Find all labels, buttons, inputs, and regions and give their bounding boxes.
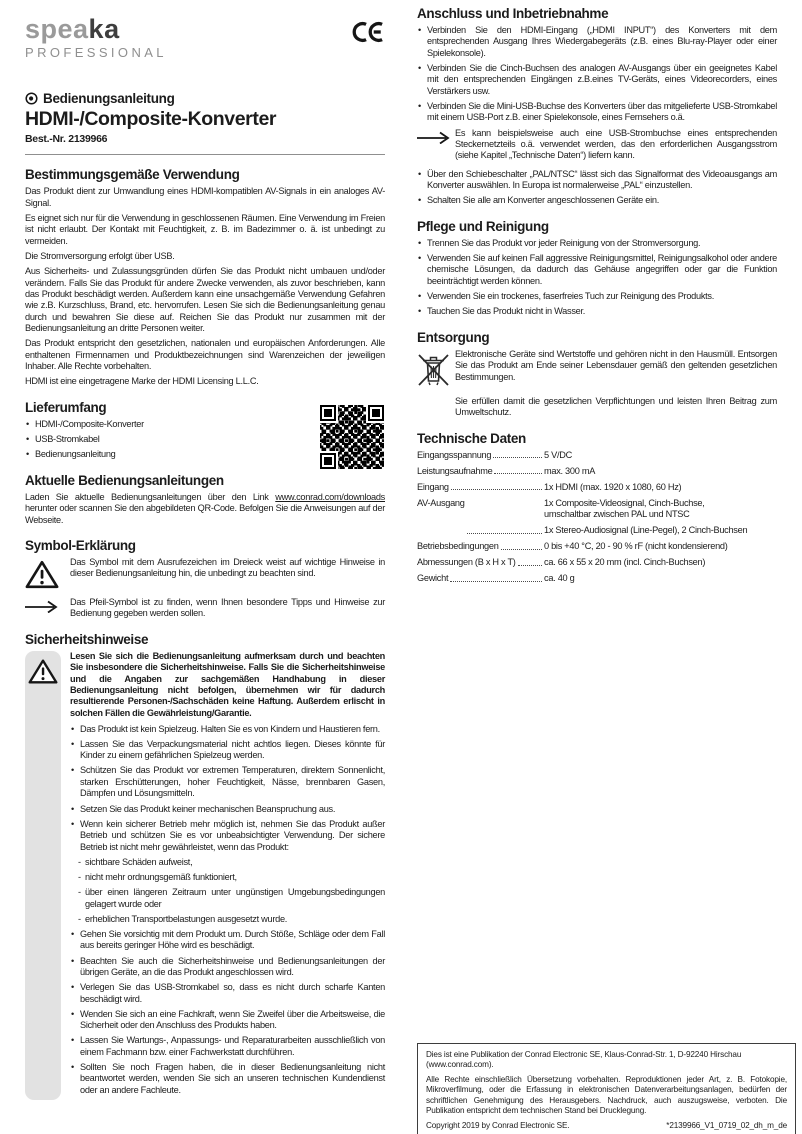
paragraph: Die Stromversorgung erfolgt über USB. — [25, 251, 175, 262]
list-item: • Verwenden Sie ein trockenes, faserfreies Tuch zur Reinigung des Produkts. — [417, 291, 777, 302]
safety-sub-list — [78, 857, 385, 925]
list-item: • Bedienungsanleitung — [25, 449, 385, 460]
connection-list-continued — [417, 169, 777, 207]
section-current-manuals — [25, 473, 385, 526]
section-disposal — [417, 330, 777, 419]
section-connection — [417, 6, 777, 207]
eye-icon — [25, 92, 38, 105]
section-technical-data — [417, 431, 777, 585]
safety-list-continued — [70, 929, 385, 1096]
table-row — [417, 482, 777, 493]
section-heading: Technische Daten — [417, 430, 526, 446]
dotted-leader — [467, 498, 542, 535]
list-item: • USB-Stromkabel — [25, 434, 385, 445]
list-item: - nicht mehr ordnungsgemäß funktioniert, — [78, 872, 385, 883]
paragraph: HDMI ist eine eingetragene Marke der HDMI Licensing L.L.C. — [25, 376, 259, 387]
list-item: • Verbinden Sie die Mini-USB-Buchse des Konverters über das mitgelieferte USB-Stromkabel mit einem USB-Port z.B. einer Spielekonsole, eines Fernsehers o.ä. — [417, 101, 777, 124]
brand-logo — [25, 16, 385, 59]
list-item: • Sollten Sie noch Fragen haben, die in dieser Bedienungsanleitung nicht beantwortet werden, wenden Sie sich an unseren technischen Kundendienst oder an andere Fachleute. — [70, 1062, 385, 1096]
left-column — [25, 0, 385, 1100]
section-heading: Lieferumfang — [25, 399, 107, 415]
table-row — [417, 573, 777, 584]
publication-line: Dies ist eine Publikation der Conrad Electronic SE, Klaus-Conrad-Str. 1, D-92240 Hirschau (www.conrad.com). — [426, 1050, 742, 1070]
tech-value: max. 300 mA — [544, 465, 596, 476]
tech-value — [544, 498, 777, 537]
dotted-leader — [518, 557, 542, 566]
list-item: • Das Produkt ist kein Spielzeug. Halten Sie es von Kindern und Haustieren fern. — [70, 724, 385, 735]
symbol-row-warning — [25, 557, 385, 590]
list-item: • Lassen Sie Wartungs-, Anpassungs- und Reparaturarbeiten ausschließlich von einem Fachmann bzw. einer Fachwerkstatt durchführen. — [70, 1035, 385, 1058]
dotted-leader — [493, 450, 542, 459]
downloads-link[interactable]: www.conrad.com/downloads — [275, 491, 385, 502]
list-item: • Verlegen Sie das USB-Stromkabel so, dass es nicht durch scharfe Kanten beschädigt wird. — [70, 982, 385, 1005]
table-row — [417, 498, 777, 537]
connection-list — [417, 25, 777, 124]
section-scope-of-delivery — [25, 400, 385, 461]
warning-triangle-icon — [25, 557, 70, 590]
list-item: • Lassen Sie das Verpackungsmaterial nicht achtlos liegen. Dieses könnte für Kinder zu einem gefährlichen Spielzeug werden. — [70, 739, 385, 762]
qr-finder-icon — [368, 405, 384, 421]
dotted-leader — [501, 541, 542, 550]
symbol-arrow-text: Das Pfeil-Symbol ist zu finden, wenn Ihnen besondere Tipps und Hinweise zur Bedienung gegeben werden sollen. — [70, 596, 385, 619]
disposal-row-bin — [417, 349, 777, 389]
tech-value: 0 bis +40 °C, 20 - 90 % rF (nicht kondensierend) — [544, 541, 728, 552]
tech-value-line: umschaltbar zwischen PAL und NTSC — [544, 508, 690, 519]
section-heading: Symbol-Erklärung — [25, 537, 136, 553]
copyright-text: Copyright 2019 by Conrad Electronic SE. — [426, 1121, 570, 1131]
tip-note — [417, 128, 777, 162]
symbol-row-arrow — [25, 597, 385, 620]
tech-value: ca. 66 x 55 x 20 mm (incl. Cinch-Buchsen) — [544, 557, 706, 568]
list-item: • Tauchen Sie das Produkt nicht in Wasser. — [417, 306, 777, 317]
list-item: - sichtbare Schäden aufweist, — [78, 857, 385, 868]
right-column — [417, 6, 777, 589]
order-number: Best.-Nr. 2139966 — [25, 133, 108, 145]
doc-type-label: Bedienungsanleitung — [43, 90, 175, 106]
qr-finder-icon — [320, 405, 336, 421]
qr-code — [319, 404, 385, 470]
list-item: • Wenn kein sicherer Betrieb mehr möglich ist, nehmen Sie das Produkt außer Betrieb und schützen Sie es vor unbeabsichtigter Verwendung. Der sichere Betrieb ist nicht mehr gewährleistet, wenn das Produkt: — [70, 819, 385, 853]
logo-part-dark: ka — [88, 14, 120, 44]
section-safety — [25, 632, 385, 1100]
paragraph: Das Produkt dient zur Umwandlung eines HDMI-kompatiblen AV-Signals in ein analoges AV-Signal. — [25, 186, 385, 208]
disposal-row-bar — [417, 396, 777, 419]
list-item: • Trennen Sie das Produkt vor jeder Reinigung von der Stromversorgung. — [417, 238, 777, 249]
tech-label: Leistungsaufnahme — [417, 465, 493, 476]
dotted-leader — [450, 573, 542, 582]
table-row — [417, 450, 777, 461]
safety-intro: Lesen Sie sich die Bedienungsanleitung aufmerksam durch und beachten Sie insbesondere die Sicherheitshinweise. Falls Sie die Sicherheitshinweise und die Angaben zur sachgemäßen Handhabung in dieser Bedienungsanleitung nicht befolgen, übernehmen wir für dadurch resultierende Personen-/Sachschäden keine Haftung. Außerdem erlischt in solchen Fällen die Gewährleistung/Garantie. — [70, 650, 385, 718]
symbol-warning-text: Das Symbol mit dem Ausrufezeichen im Dreieck weist auf wichtige Hinweise in dieser Bedienungsanleitung hin, die unbedingt zu beachten sind. — [70, 556, 385, 579]
safety-box — [25, 651, 385, 1100]
rights-text: Alle Rechte einschließlich Übersetzung vorbehalten. Reproduktionen jeder Art, z. B. Fotokopie, Mikroverfilmung, oder die Erfassung in elektronischen Datenverarbeitungsanlagen, bedürfen der schriftlichen Genehmigung des Herausgebers. Nachdruck, auch auszugsweise, verboten. Die Publikation entspricht dem technischen Stand bei Drucklegung. — [426, 1075, 787, 1115]
tech-label: Eingang — [417, 481, 449, 492]
tech-value-line: 1x Composite-Videosignal, Cinch-Buchse, — [544, 497, 705, 508]
list-item: • Schalten Sie alle am Konverter angeschlossenen Geräte ein. — [417, 195, 777, 206]
text-before-link: Laden Sie aktuelle Bedienungsanleitungen über den Link — [25, 491, 276, 502]
logo-subtitle: PROFESSIONAL — [25, 45, 167, 60]
list-item: • Verwenden Sie auf keinen Fall aggressive Reinigungsmittel, Reinigungsalkohol oder andere chemische Lösungen, da dadurch das Gehäuse angegriffen oder gar die Funktion beeinträchtigt werden können. — [417, 253, 777, 287]
table-row — [417, 557, 777, 568]
disposal-text-bar: Sie erfüllen damit die gesetzlichen Verpflichtungen und leisten Ihren Beitrag zum Umweltschutz. — [455, 395, 777, 418]
list-item: • Wenden Sie sich an eine Fachkraft, wenn Sie Zweifel über die Arbeitsweise, die Sicherheit oder den Anschluss des Produkts haben. — [70, 1009, 385, 1032]
black-bar-icon — [417, 396, 455, 419]
section-intended-use — [25, 167, 385, 387]
tech-label: Eingangsspannung — [417, 449, 492, 460]
title-divider — [25, 154, 385, 155]
paragraph: Das Produkt entspricht den gesetzlichen, nationalen und europäischen Anforderungen. Alle enthaltenen Firmennamen und Produktbezeichnungen sind Warenzeichen der jeweiligen Inhaber. Alle Rechte vorbehalten. — [25, 338, 385, 372]
section-heading: Anschluss und Inbetriebnahme — [417, 6, 609, 21]
list-item: • Setzen Sie das Produkt keiner mechanischen Beanspruchung aus. — [70, 804, 385, 815]
section-heading: Entsorgung — [417, 329, 490, 345]
qr-finder-icon — [320, 453, 336, 469]
imprint-box — [417, 1043, 796, 1134]
list-item: • Schützen Sie das Produkt vor extremen Temperaturen, direktem Sonnenlicht, starken Erschütterungen, hoher Feuchtigkeit, Nässe, brennbaren Gasen, Dämpfen und Lösungsmitteln. — [70, 765, 385, 799]
arrow-right-icon — [25, 597, 70, 620]
safety-side-bar — [25, 651, 61, 1100]
ce-mark-icon — [352, 21, 385, 43]
tech-value: ca. 40 g — [544, 573, 575, 584]
list-item: • Gehen Sie vorsichtig mit dem Produkt um. Durch Stöße, Schläge oder dem Fall aus bereits geringer Höhe wird es beschädigt. — [70, 929, 385, 952]
section-symbol-explanation — [25, 538, 385, 620]
list-item: • Verbinden Sie die Cinch-Buchsen des analogen AV-Ausgangs über ein geeignetes Kabel mit den entsprechenden Eingängen z.B.eines TV-Geräts, eines Videorecorders, eines Verstärkers usw. — [417, 63, 777, 97]
paragraph: Es eignet sich nur für die Verwendung in geschlossenen Räumen. Eine Verwendung im Freien ist nicht erlaubt. Der Kontakt mit Feuchtigkeit, z. B. im Badezimmer o. ä. ist unbedingt zu vermeiden. — [25, 213, 385, 246]
disposal-text-bin: Elektronische Geräte sind Wertstoffe und gehören nicht in den Hausmüll. Entsorgen Sie das Produkt am Ende seiner Lebensdauer gemäß den geltenden gesetzlichen Bestimmungen. — [455, 348, 777, 382]
document-code: *2139966_V1_0719_02_dh_m_de — [666, 1121, 787, 1131]
safety-list — [70, 724, 385, 853]
crossed-out-wheelie-bin-icon — [417, 349, 455, 389]
arrow-right-icon — [417, 128, 455, 162]
section-heading: Sicherheitshinweise — [25, 631, 149, 647]
care-list — [417, 238, 777, 318]
warning-triangle-icon — [28, 658, 58, 685]
footer-bottom-row — [426, 1121, 787, 1131]
logo-wordmark — [25, 16, 385, 43]
logo-part-light: spea — [25, 14, 89, 44]
list-item: • Beachten Sie auch die Sicherheitshinweise und Bedienungsanleitungen der übrigen Geräte, an die das Produkt angeschlossen wird. — [70, 956, 385, 979]
paragraph: Aus Sicherheits- und Zulassungsgründen dürfen Sie das Produkt nicht umbauen und/oder verändern. Falls Sie das Produkt für andere Zwecke verwenden, als zuvor beschrieben, kann das Produkt beschädigt werden. Außerdem kann eine unsachgemäße Verwendung Gefahren wie z.B. Kurzschluss, Brand, etc. hervorrufen. Lesen Sie sich die Bedienungsanleitung genau durch und bewahren Sie diese auf. Reichen Sie das Produkt nur zusammen mit der Bedienungsanleitung an dritte Personen weiter. — [25, 266, 385, 334]
tech-label: Abmessungen (B x H x T) — [417, 557, 516, 568]
list-item: - über einen längeren Zeitraum unter ungünstigen Umgebungsbedingungen gelagert wurde oder — [78, 887, 385, 910]
list-item: • HDMI-/Composite-Konverter — [25, 419, 385, 430]
dotted-leader — [451, 482, 542, 491]
tech-label: Betriebsbedingungen — [417, 541, 499, 552]
tech-value: 1x HDMI (max. 1920 x 1080, 60 Hz) — [544, 481, 682, 492]
list-item: - erheblichen Transportbelastungen ausgesetzt wurde. — [78, 914, 385, 925]
table-row — [417, 541, 777, 552]
tip-note-text: Es kann beispielsweise auch eine USB-Strombuchse eines entsprechenden Steckernetzteils o.ä. verwendet werden, das den erforderlichen Ausgangsstrom (siehe Kapitel „Technische Daten“) liefern kann. — [455, 127, 777, 161]
dotted-leader — [494, 466, 542, 475]
paragraph — [25, 492, 385, 526]
section-heading: Bestimmungsgemäße Verwendung — [25, 167, 240, 183]
page-title: HDMI-/Composite-Konverter — [25, 108, 277, 130]
tech-label: AV-Ausgang — [417, 497, 465, 508]
safety-content — [70, 651, 385, 1100]
table-row — [417, 466, 777, 477]
tech-label: Gewicht — [417, 573, 449, 584]
tech-value: 5 V/DC — [544, 449, 572, 460]
list-item: • Über den Schiebeschalter „PAL/NTSC“ lässt sich das Signalformat des Videoausgangs am Konverter auswählen. In Europa ist normalerweise „PAL“ einzustellen. — [417, 169, 777, 192]
list-item: • Verbinden Sie den HDMI-Eingang („HDMI INPUT“) des Konverters mit dem entsprechenden Ausgang Ihres Wiedergabegeräts (z.B. eines Blu-ray-Player oder einer Spielekonsole). — [417, 25, 777, 59]
tech-value-line: 1x Stereo-Audiosignal (Line-Pegel), 2 Cinch-Buchsen — [544, 525, 748, 536]
section-heading: Aktuelle Bedienungsanleitungen — [25, 472, 224, 488]
text-after-link: herunter oder scannen Sie den abgebildeten QR-Code. Befolgen Sie die Anweisungen auf der Webseite. — [25, 503, 385, 525]
section-care — [417, 219, 777, 318]
doc-type-line — [25, 92, 385, 105]
section-heading: Pflege und Reinigung — [417, 218, 549, 234]
